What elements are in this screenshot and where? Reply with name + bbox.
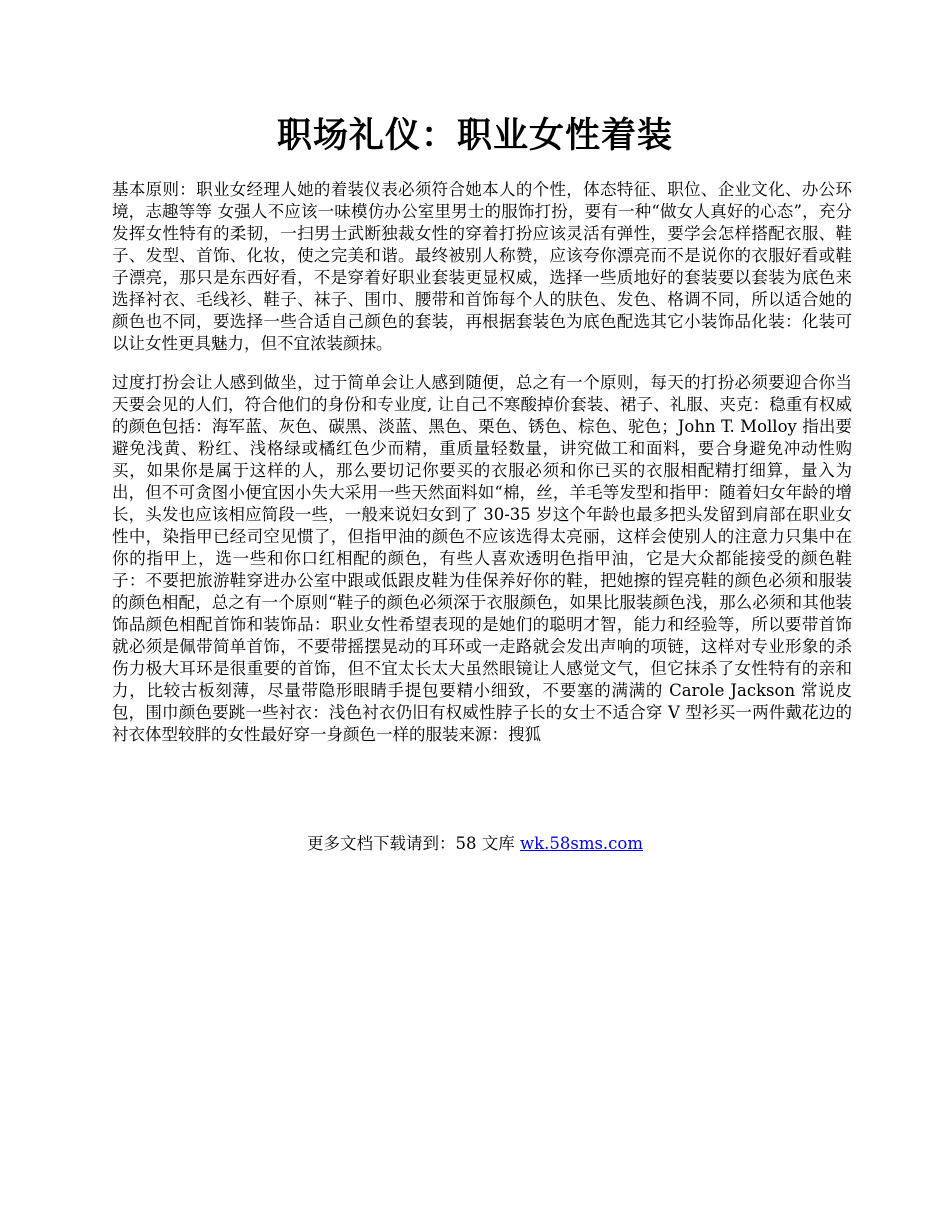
document-title: 职场礼仪：职业女性着装 xyxy=(276,115,673,156)
footer-download-link[interactable]: wk.58sms.com xyxy=(519,834,643,853)
paragraph-basic-principles: 基本原则：职业女经理人她的着装仪表必须符合她本人的个性，体态特征、职位、企业文化、办公环境，志趣等等 女强人不应该一味模仿办公室里男士的服饰打扮，要有一种“做女人真好的心态”，充分发挥女性特有的柔韧，一扫男士武断独裁女性的穿着打扮应该灵活有弹性，要学会怎样搭配衣服、鞋子、发型、首饰、化妆，使之完美和谐。最终被别人称赞，应该夸你漂亮而不是说你的衣服好看或鞋子漂亮，那只是东西好看，不是穿着好职业套装更显权威，选择一些质地好的套装要以套装为底色来选择衬衣、毛线衫、鞋子、袜子、围巾、腰带和首饰每个人的肤色、发色、格调不同，所以适合她的颜色也不同，要选择一些合适自己颜色的套装，再根据套装色为底色配选其它小装饰品化装：化装可以让女性更具魅力，但不宜浓装颜抹。 xyxy=(112,180,852,353)
paragraph-dress-details: 过度打扮会让人感到做坐，过于简单会让人感到随便，总之有一个原则，每天的打扮必须要迎合你当天要会见的人们，符合他们的身份和专业度, 让自己不寒酸掉价套装、裙子、礼服、夹克：稳重有权威的颜色包括：海军蓝、灰色、碳黑、淡蓝、黑色、栗色、锈色、棕色、驼色；John T. Molloy 指出要避免浅黄、粉红、浅格绿或橘红色少而精，重质量轻数量，讲究做工和面料，要合身避免冲动性购买，如果你是属于这样的人，那么要切记你要买的衣服必须和你已买的衣服相配精打细算，量入为出，但不可贪图小便宜因小失大采用一些天然面料如“棉，丝，羊毛等发型和指甲：随着妇女年龄的增长，头发也应该相应简段一些，一般来说妇女到了 30-35 岁这个年龄也最多把头发留到肩部在职业女性中，染指甲已经司空见惯了，但指甲油的颜色不应该选得太亮丽，这样会使别人的注意力只集中在你的指甲上，选一些和你口红相配的颜色，有些人喜欢透明色指甲油，它是大众都能接受的颜色鞋子：不要把旅游鞋穿进办公室中跟或低跟皮鞋为佳保养好你的鞋，把她擦的锃亮鞋的颜色必须和服装的颜色相配，总之有一个原则“鞋子的颜色必须深于衣服颜色，如果比服装颜色浅，那么必须和其他装饰品颜色相配首饰和装饰品：职业女性希望表现的是她们的聪明才智，能力和经验等，所以要带首饰就必须是佩带简单首饰，不要带摇摆晃动的耳环或一走路就会发出声响的项链，这样对专业形象的杀伤力极大耳环是很重要的首饰，但不宜太长太大虽然眼镜让人感觉文气，但它抹杀了女性特有的亲和力，比较古板刻薄，尽量带隐形眼睛手提包要精小细致，不要塞的满满的 Carole Jackson 常说皮包，围巾颜色要跳一些衬衣：浅色衬衣仍旧有权威性脖子长的女士不适合穿 V 型衫买一两件戴花边的衬衣体型较胖的女性最好穿一身颜色一样的服装来源：搜狐 xyxy=(112,373,852,744)
footer xyxy=(0,833,950,855)
footer-prefix-text: 更多文档下载请到：58 文库 xyxy=(306,834,520,853)
document-body xyxy=(112,179,852,746)
